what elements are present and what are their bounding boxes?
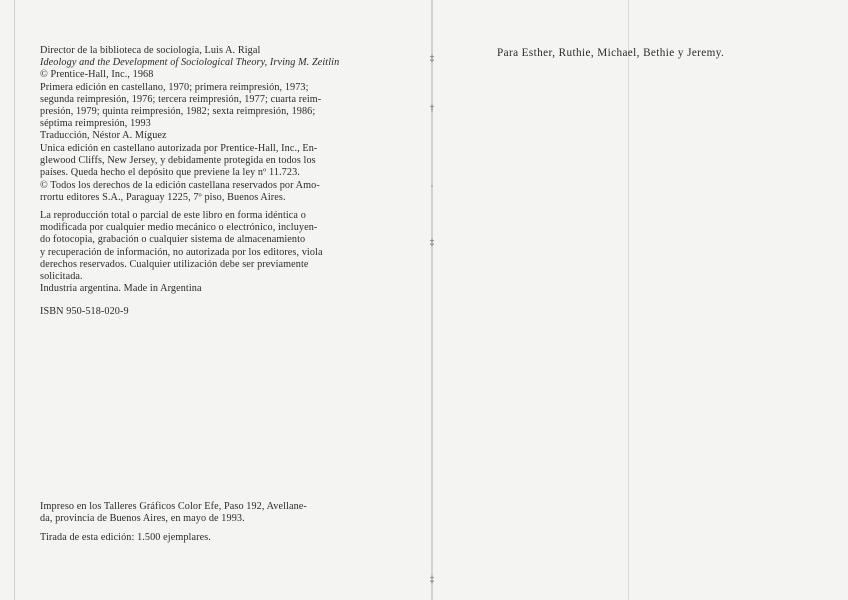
reproduction-notice	[40, 210, 375, 283]
notice-line: do fotocopia, grabación o cualquier sistema de almacenamiento	[40, 234, 306, 246]
credits-block	[40, 45, 375, 143]
rights-line: rrortu editores S.A., Paraguay 1225, 7º piso, Buenos Aires.	[40, 191, 286, 203]
credit-line: Director de la biblioteca de sociología, Luis A. Rigal	[40, 45, 261, 56]
notice-line: y recuperación de información, no autorizada por los editores, viola	[40, 246, 323, 258]
rights-line: Unica edición en castellano autorizada por Prentice-Hall, Inc., En-	[40, 143, 318, 154]
dedication-page	[432, 0, 848, 600]
credit-line: © Prentice-Hall, Inc., 1968	[40, 69, 154, 81]
credit-line: Primera edición en castellano, 1970; primera reimpresión, 1973;	[40, 81, 309, 93]
dedication-text: Para Esther, Ruthie, Michael, Bethie y Jeremy.	[497, 47, 725, 59]
credit-line: Traducción, Néstor A. Míguez	[40, 130, 167, 142]
isbn-line: ISBN 950-518-020-9	[40, 306, 129, 317]
binding-mark-icon: ‡	[429, 53, 435, 63]
notice-line: La reproducción total o parcial de este libro en forma idéntica o	[40, 210, 306, 221]
rights-line: glewood Cliffs, New Jersey, y debidamente protegida en todos los	[40, 155, 316, 167]
rights-line: © Todos los derechos de la edición castellana reservados por Amo-	[40, 179, 320, 191]
binding-mark-icon: ‡	[429, 237, 435, 247]
original-title-line: Ideology and the Development of Sociological Theory, Irving M. Zeitlin	[40, 57, 340, 69]
rights-block	[40, 143, 375, 204]
credit-line: séptima reimpresión, 1993	[40, 118, 151, 130]
origin-line: Industria argentina. Made in Argentina	[40, 283, 202, 294]
binding-mark-icon: ‡	[429, 574, 435, 584]
printing-line: Impreso en los Talleres Gráficos Color Efe, Paso 192, Avellane-	[40, 501, 307, 512]
printing-line: da, provincia de Buenos Aires, en mayo de 1993.	[40, 513, 245, 525]
notice-line: modificada por cualquier medio mecánico o electrónico, incluyen-	[40, 222, 318, 234]
credit-line: presión, 1979; quinta reimpresión, 1982; sexta reimpresión, 1986;	[40, 106, 316, 118]
notice-line: derechos reservados. Cualquier utilización debe ser previamente	[40, 258, 309, 270]
notice-line: solicitada.	[40, 271, 83, 283]
binding-mark-icon: †	[429, 103, 435, 113]
print-run-line: Tirada de esta edición: 1.500 ejemplares.	[40, 532, 211, 543]
rights-line: países. Queda hecho el depósito que previene la ley nº 11.723.	[40, 167, 300, 179]
binding-mark-icon: ·	[430, 181, 434, 191]
printing-block	[40, 501, 375, 525]
credit-line: segunda reimpresión, 1976; tercera reimpresión, 1977; cuarta reim-	[40, 93, 322, 105]
